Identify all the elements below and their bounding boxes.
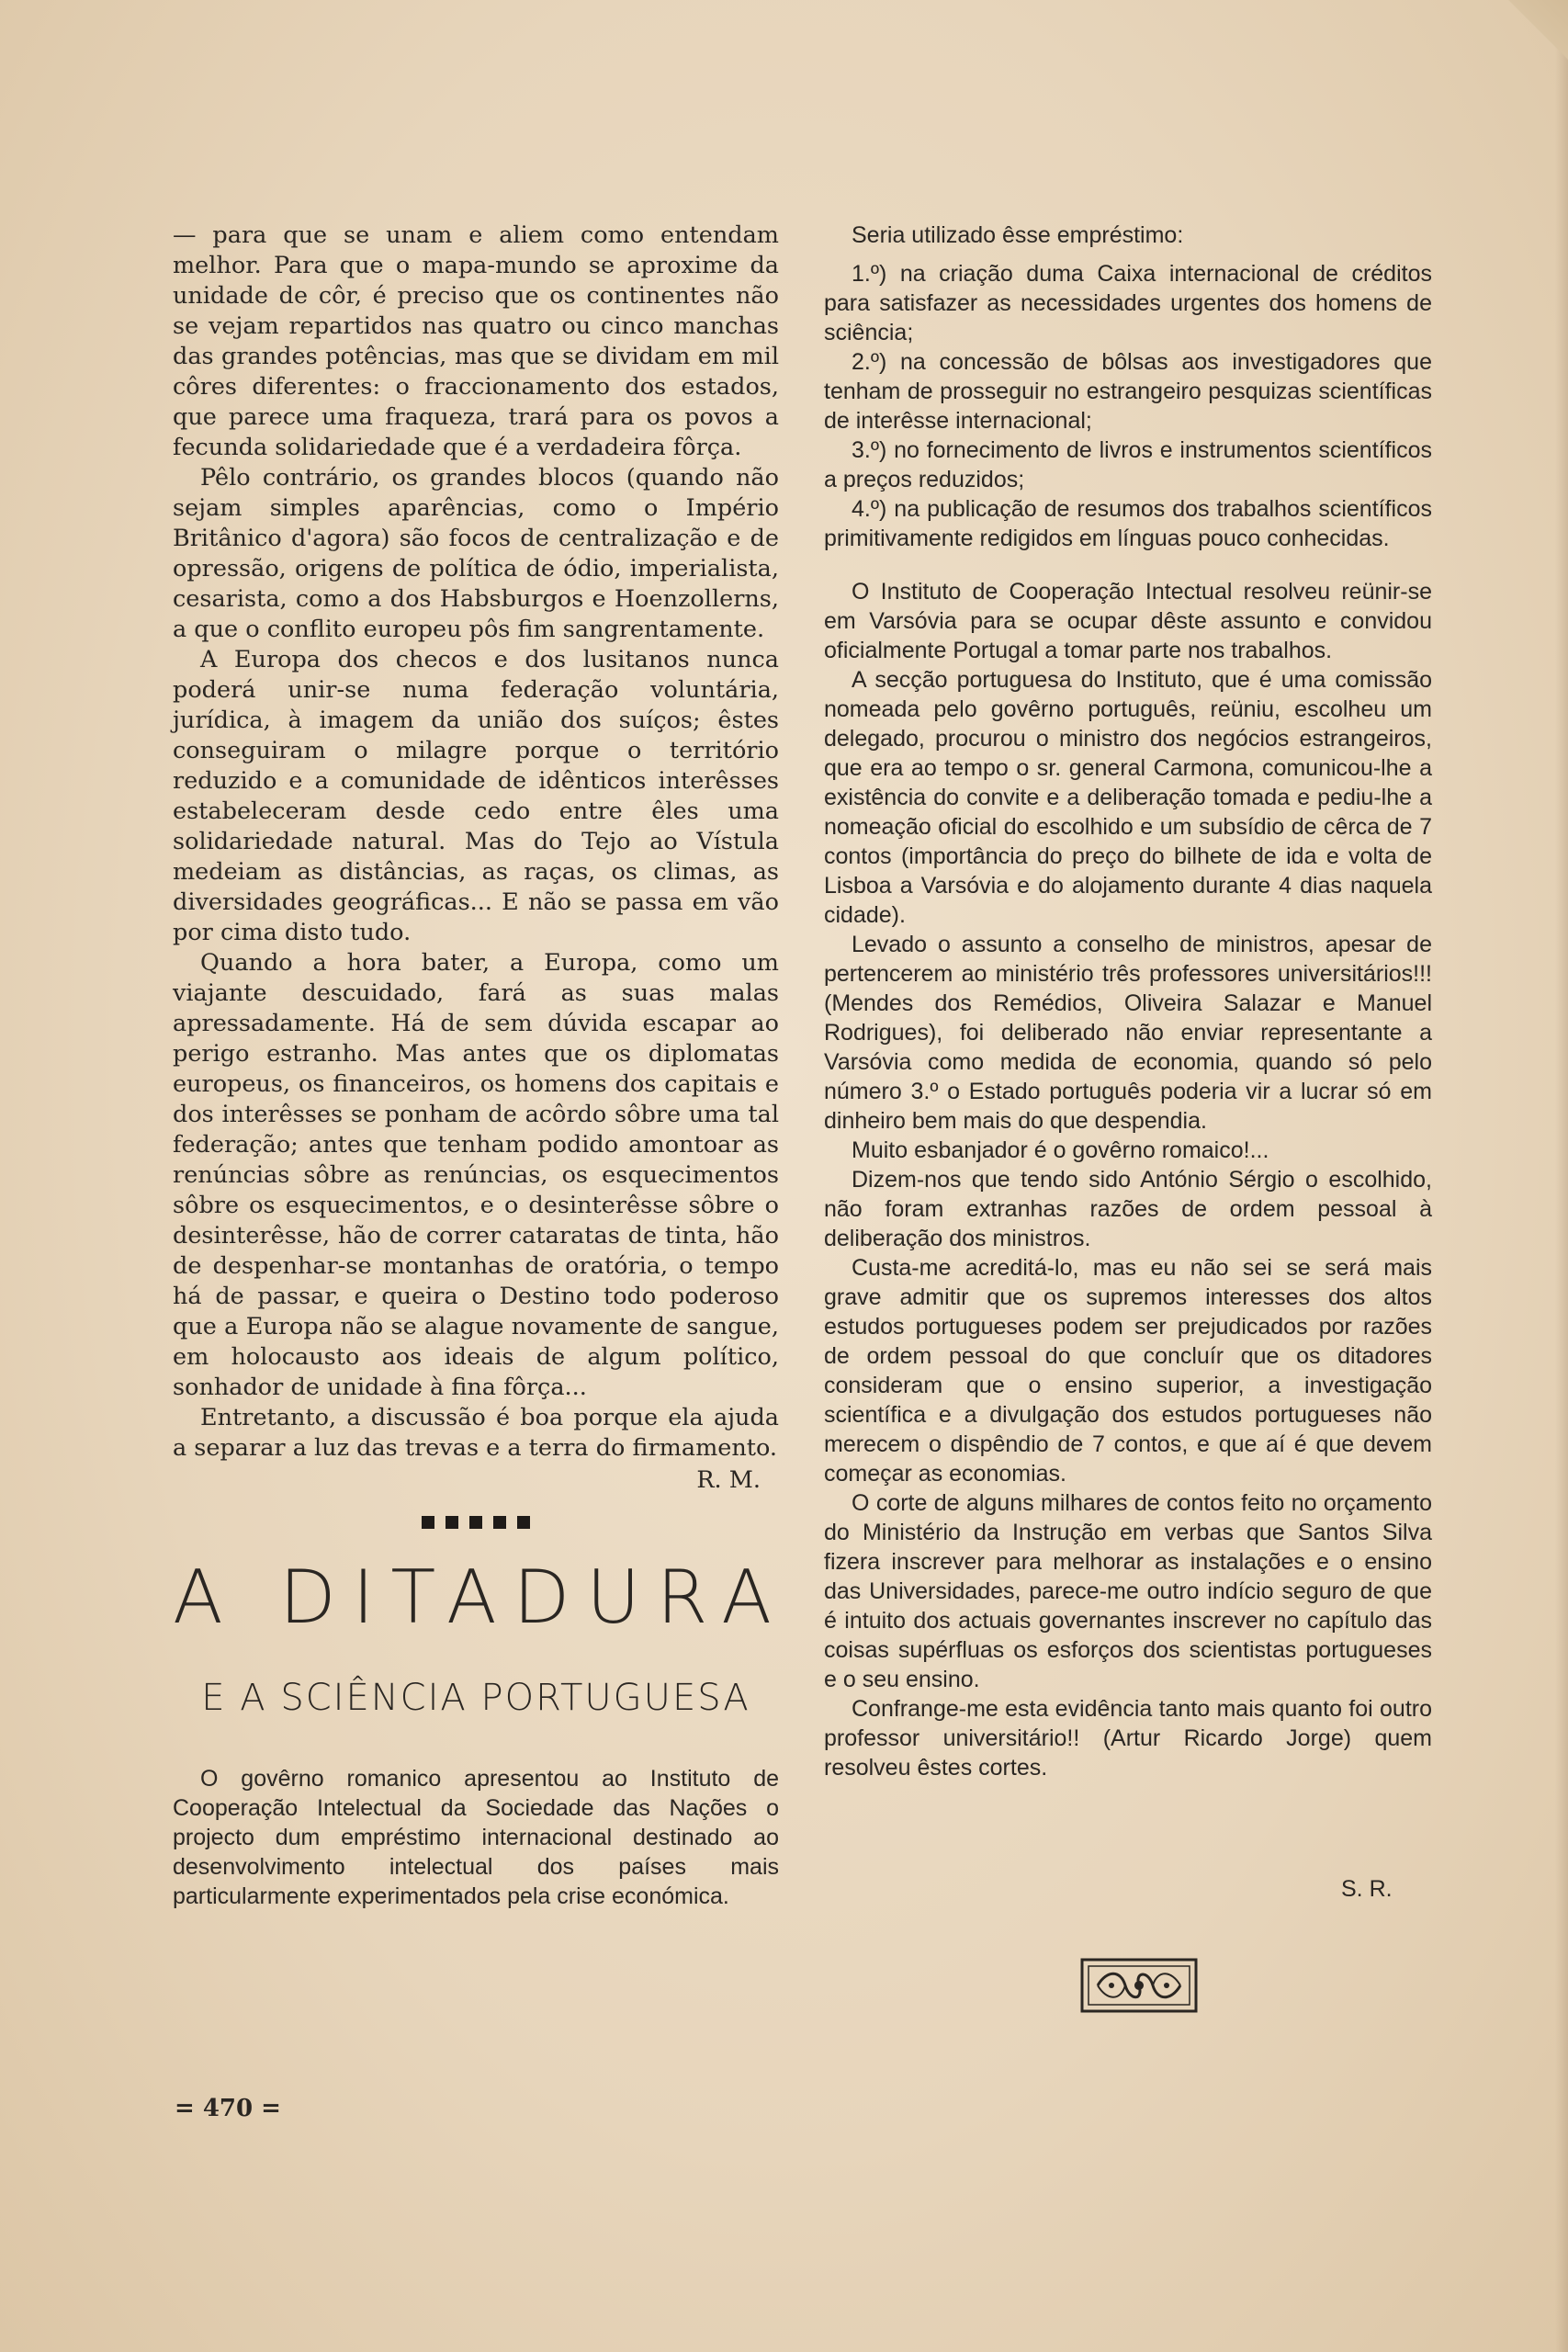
left-paragraph-1: — para que se unam e aliem como entendam melhor. Para que o mapa-mundo se aproxime da unidade de côr, é preciso que os continentes não se vejam repartidos nas quatro ou cinco manchas das grandes potências, mas que se dividam em mil côres diferentes: o fraccionamento dos estados, que parece uma fraqueza, trará para os povos a fecunda solidariedade que é a verdadeira fôrça.: [173, 221, 779, 461]
divider-square: [446, 1516, 458, 1529]
list-item-1: 1.º) na criação duma Caixa internacional de créditos para satisfazer as necessidades urgentes dos homens de sciência;: [824, 261, 1432, 345]
right-paragraph-4: Muito esbanjador é o govêrno romaico!...: [852, 1137, 1269, 1163]
divider-square: [422, 1516, 434, 1529]
right-paragraph-5: Dizem-nos que tendo sido António Sérgio o escolhido, não foram extranhas razões de ordem pessoal à deliberação dos ministros.: [824, 1167, 1432, 1251]
list-item-2: 2.º) na concessão de bôlsas aos investigadores que tenham de prosseguir no estrangeiro pesquizas scientíficas de interêsse internacional;: [824, 349, 1432, 434]
divider-square: [517, 1516, 530, 1529]
folded-corner: [1485, 0, 1568, 64]
right-paragraph-1: O Instituto de Cooperação Intectual resolveu reünir-se em Varsóvia para se ocupar dêste assunto e convidou oficialmente Portugal a tomar parte nos trabalhos.: [824, 579, 1432, 663]
article-intro-text: O govêrno romanico apresentou ao Instituto de Cooperação Intelectual da Sociedade das Nações o projecto dum empréstimo internacional destinado ao desenvolvimento intelectual dos países mais particularmente experimentados pela crise económica.: [173, 1766, 779, 1909]
right-lead: Seria utilizado êsse empréstimo:: [852, 222, 1184, 248]
right-paragraph-3: Levado o assunto a conselho de ministros, apesar de pertencerem ao ministério três professores universitários!!! (Mendes dos Remédios, Oliveira Salazar e Manuel Rodrigues), foi deliberado não enviar representante a Varsóvia como medida de economia, quando só pelo número 3.º o Estado português poderia vir a lucrar só em dinheiro bem mais do que despendia.: [824, 932, 1432, 1134]
right-column: [824, 220, 1432, 1782]
left-paragraph-3: A Europa dos checos e dos lusitanos nunca poderá unir-se numa federação voluntária, jurídica, à imagem da união dos suíços; êstes conseguiram o milagre porque o território reduzido e a comunidade de idênticos interêsses estabeleceram desde cedo entre êles uma solidariedade natural. Mas do Tejo ao Vístula medeiam as distâncias, as raças, os climas, as diversidades geográficas... E não se passa em vão por cima disto tudo.: [173, 646, 779, 946]
ornament-icon: [1079, 1957, 1199, 2014]
left-column: [173, 220, 788, 1911]
signature-rm: R. M.: [696, 1466, 761, 1494]
divider-square: [493, 1516, 506, 1529]
section-divider: [173, 1516, 779, 1529]
page-number: = 470 =: [175, 2095, 281, 2122]
left-paragraph-5: Entretanto, a discussão é boa porque ela ajuda a separar a luz das trevas e a terra do firmamento.: [173, 1404, 779, 1462]
divider-square: [469, 1516, 482, 1529]
article-intro: [173, 1764, 779, 1911]
right-paragraph-6: Custa-me acreditá-lo, mas eu não sei se será mais grave admitir que os supremos interesses dos altos estudos portugueses podem ser prejudicados por razões de ordem pessoal do que concluír que os ditadores consideram que o ensino superior, a investigação scientífica e a divulgação dos estudos portugueses não merecem o dispêndio de 7 contos, e que aí é que devem começar as economias.: [824, 1255, 1432, 1487]
article-title: A DITADURA: [173, 1555, 788, 1640]
left-paragraph-4: Quando a hora bater, a Europa, como um viajante descuidado, fará as suas malas apressadamente. Há de sem dúvida escapar ao perigo estranho. Mas antes que os diplomatas europeus, os financeiros, os homens dos capitais e dos interêsses se ponham de acôrdo sôbre uma tal federação; antes que tenham podido amontoar as renúncias sôbre as renúncias, os esquecimentos sôbre os esquecimentos, e o desinterêsse sôbre o desinterêsse, hão de correr cataratas de tinta, hão de despenhar-se montanhas de oratória, o tempo há de passar, e queira o Destino todo poderoso que a Europa não se alague novamente de sangue, em holocausto aos ideais de algum político, sonhador de unidade à fina fôrça...: [173, 949, 779, 1401]
page-edge-shadow: [1555, 0, 1568, 2352]
article-subtitle: E A SCIÊNCIA PORTUGUESA: [201, 1677, 750, 1719]
right-paragraph-8: Confrange-me esta evidência tanto mais quanto foi outro professor universitário!! (Artur Ricardo Jorge) quem resolveu êstes cortes.: [824, 1696, 1432, 1781]
right-paragraph-7: O corte de alguns milhares de contos feito no orçamento do Ministério da Instrução em verbas que Santos Silva fizera inscrever para melhorar as instalações e o ensino das Universidades, parece-me outro indício seguro de que é intuito dos actuais governantes inscrever no capítulo das coisas supérfluas os esforços dos scientistas portugueses e o seu ensino.: [824, 1490, 1432, 1692]
right-paragraph-2: A secção portuguesa do Instituto, que é uma comissão nomeada pelo govêrno português, reüniu, escolheu um delegado, procurou o ministro dos negócios estrangeiros, que era ao tempo o sr. general Carmona, comunicou-lhe a existência do convite e a deliberação tomada e pediu-lhe a nomeação oficial do escolhido e um subsídio de cêrca de 7 contos (importância do preço do bilhete de ida e volta de Lisboa a Varsóvia e do alojamento durante 4 dias naquela cidade).: [824, 667, 1432, 928]
list-item-3: 3.º) no fornecimento de livros e instrumentos scientíficos a preços reduzidos;: [824, 437, 1432, 492]
left-paragraph-2: Pêlo contrário, os grandes blocos (quando não sejam simples aparências, como o Império Britânico d'agora) são focos de centralização e de opressão, origens de política de ódio, imperialista, cesarista, como a dos Habsburgos e Hoenzollerns, a que o conflito europeu pôs fim sangrentamente.: [173, 464, 779, 643]
signature-sr: S. R.: [1341, 1876, 1393, 1902]
list-item-4: 4.º) na publicação de resumos dos trabalhos scientíficos primitivamente redigidos em línguas pouco conhecidas.: [824, 496, 1432, 551]
